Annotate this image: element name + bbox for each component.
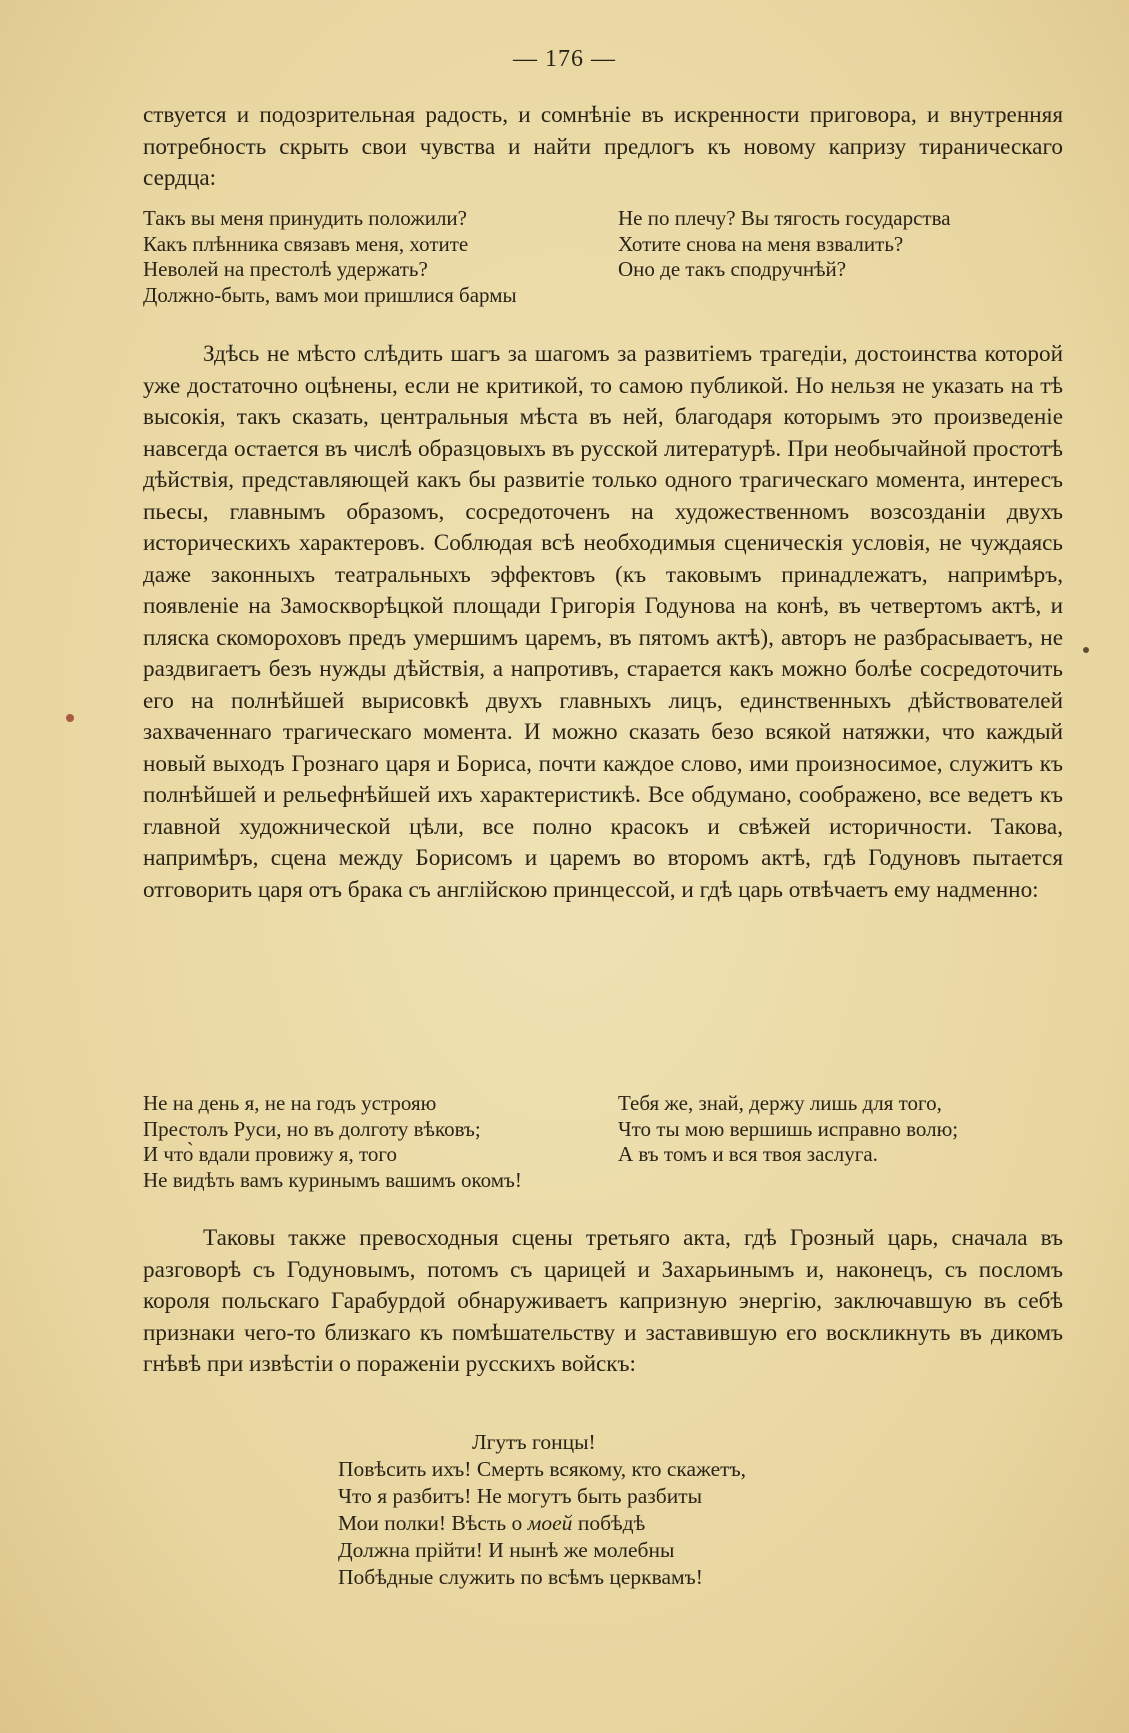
paragraph-2-text: Здѣсь не мѣсто слѣдить шагъ за шагомъ за развитіемъ трагедіи, достоинства которой уже достаточно оцѣнены, если не критикой, то самою публикой. Но нельзя не указать на тѣ высокія, такъ сказать, центральныя мѣста въ ней, благодаря которымъ это произведеніе навсегда остается въ числѣ образцовыхъ въ русской литературѣ. При необычайной простотѣ дѣйствія, представляющей какъ бы развитіе только одного трагическаго момента, интересъ пьесы, главнымъ образомъ, сосредоточенъ на художественномъ возсозданіи двухъ историческихъ характеровъ. Соблюдая всѣ необходимыя сценическія условія, не чуждаясь даже законныхъ театральныхъ эффектовъ (къ таковымъ принадлежатъ, напримѣръ, появленіе на Замоскворѣцкой площади Григорія Годунова на конѣ, въ четвертомъ актѣ, и пляска скомороховъ предъ умершимъ царемъ, въ пятомъ актѣ), авторъ не разбрасываетъ, не раздвигаетъ безъ нужды дѣйствія, а напротивъ, старается какъ можно болѣе сосредоточить его на полнѣйшей вырисовкѣ двухъ главныхъ лицъ, единственныхъ дѣйствователей захваченнаго трагическаго момента. И можно сказать безо всякой натяжки, что каждый новый выходъ Грознаго царя и Бориса, почти каждое слово, ими произносимое, служитъ къ полнѣйшей и рельефнѣйшей ихъ характеристикѣ. Все обдумано, соображено, все ведетъ къ главной художнической цѣли, все полно красокъ и свѣжей историчности. Такова, напримѣръ, сцена между Борисомъ и царемъ во второмъ актѣ, гдѣ Годуновъ пытается отговорить царя отъ брака съ англійскою принцессой, и гдѣ царь отвѣчаетъ ему надменно: — [143, 341, 1063, 903]
verse-line: Какъ плѣнника связавъ меня, хотите — [143, 231, 469, 256]
verse-line: Лгутъ гонцы! — [472, 1430, 596, 1454]
verse-line: Побѣдные служить по всѣмъ церквамъ! — [338, 1565, 703, 1589]
verse-line: А въ томъ и вся твоя заслуга. — [618, 1142, 878, 1166]
verse-line: Неволей на престолѣ удержать? — [143, 257, 428, 281]
verse-line: Не на день я, не на годъ устрояю — [143, 1091, 437, 1115]
verse-line: Не по плечу? Вы тягость государства — [618, 206, 951, 230]
verse-1-left-column — [143, 206, 517, 308]
verse-block-2 — [143, 1091, 1063, 1193]
verse-line-end: побѣдѣ — [572, 1511, 646, 1535]
verse-line: Повѣсить ихъ! Смерть всякому, кто скажетъ, — [338, 1457, 747, 1481]
verse-italic-word: моей — [527, 1511, 573, 1535]
verse-1-right-column — [618, 206, 1063, 308]
page-number: — 176 — — [513, 46, 616, 72]
verse-line: Что я разбитъ! Не могутъ быть разбиты — [338, 1484, 703, 1508]
verse-line: Тебя же, знай, держу лишь для того, — [618, 1091, 942, 1115]
ink-stain — [1083, 647, 1089, 653]
verse-line: Хотите снова на меня взвалить? — [618, 231, 904, 256]
verse-line: Должна прійти! И нынѣ же молебны — [338, 1538, 675, 1562]
verse-line: Оно де такъ сподручнѣй? — [618, 257, 847, 281]
ink-stain — [66, 714, 74, 722]
verse-line: Престолъ Руси, но въ долготу вѣковъ; — [143, 1116, 481, 1141]
verse-2-left-column — [143, 1091, 522, 1193]
verse-block-3 — [338, 1429, 958, 1591]
paragraph-1 — [143, 100, 1063, 195]
verse-line: Не видѣть вамъ куринымъ вашимъ окомъ! — [143, 1167, 522, 1192]
verse-line — [338, 1510, 958, 1537]
verse-line-start: Мои полки! Вѣсть о — [338, 1511, 528, 1535]
paragraph-3-text: Таковы также превосходныя сцены третьяго акта, гдѣ Грозный царь, сначала въ разговорѣ съ Годуновымъ, потомъ съ царицей и Захарьинымъ и, наконецъ, съ посломъ короля польскаго Гарабурдой обнаруживаетъ капризную энергію, заключавшую въ себѣ признаки чего-то близкаго къ помѣшательству и заставившую его воскликнуть въ дикомъ гнѣвѣ при извѣстіи о пораженіи русскихъ войскъ: — [143, 1225, 1063, 1377]
verse-line: И что̀ вдали провижу я, того — [143, 1142, 397, 1166]
paragraph-3 — [143, 1223, 1063, 1381]
verse-block-1 — [143, 206, 1063, 308]
verse-line: Что ты мою вершишь исправно волю; — [618, 1116, 959, 1141]
paragraph-1-text: ствуется и подозрительная радость, и сомнѣніе въ искренности приговора, и внутренняя потребность скрыть свои чувства и найти предлогъ къ новому капризу тираническаго сердца: — [143, 102, 1063, 191]
verse-2-right-column — [618, 1091, 1063, 1193]
verse-line: Такъ вы меня принудить положили? — [143, 206, 467, 230]
paragraph-2 — [143, 339, 1063, 906]
verse-line: Должно-быть, вамъ мои пришлися бармы — [143, 282, 517, 307]
